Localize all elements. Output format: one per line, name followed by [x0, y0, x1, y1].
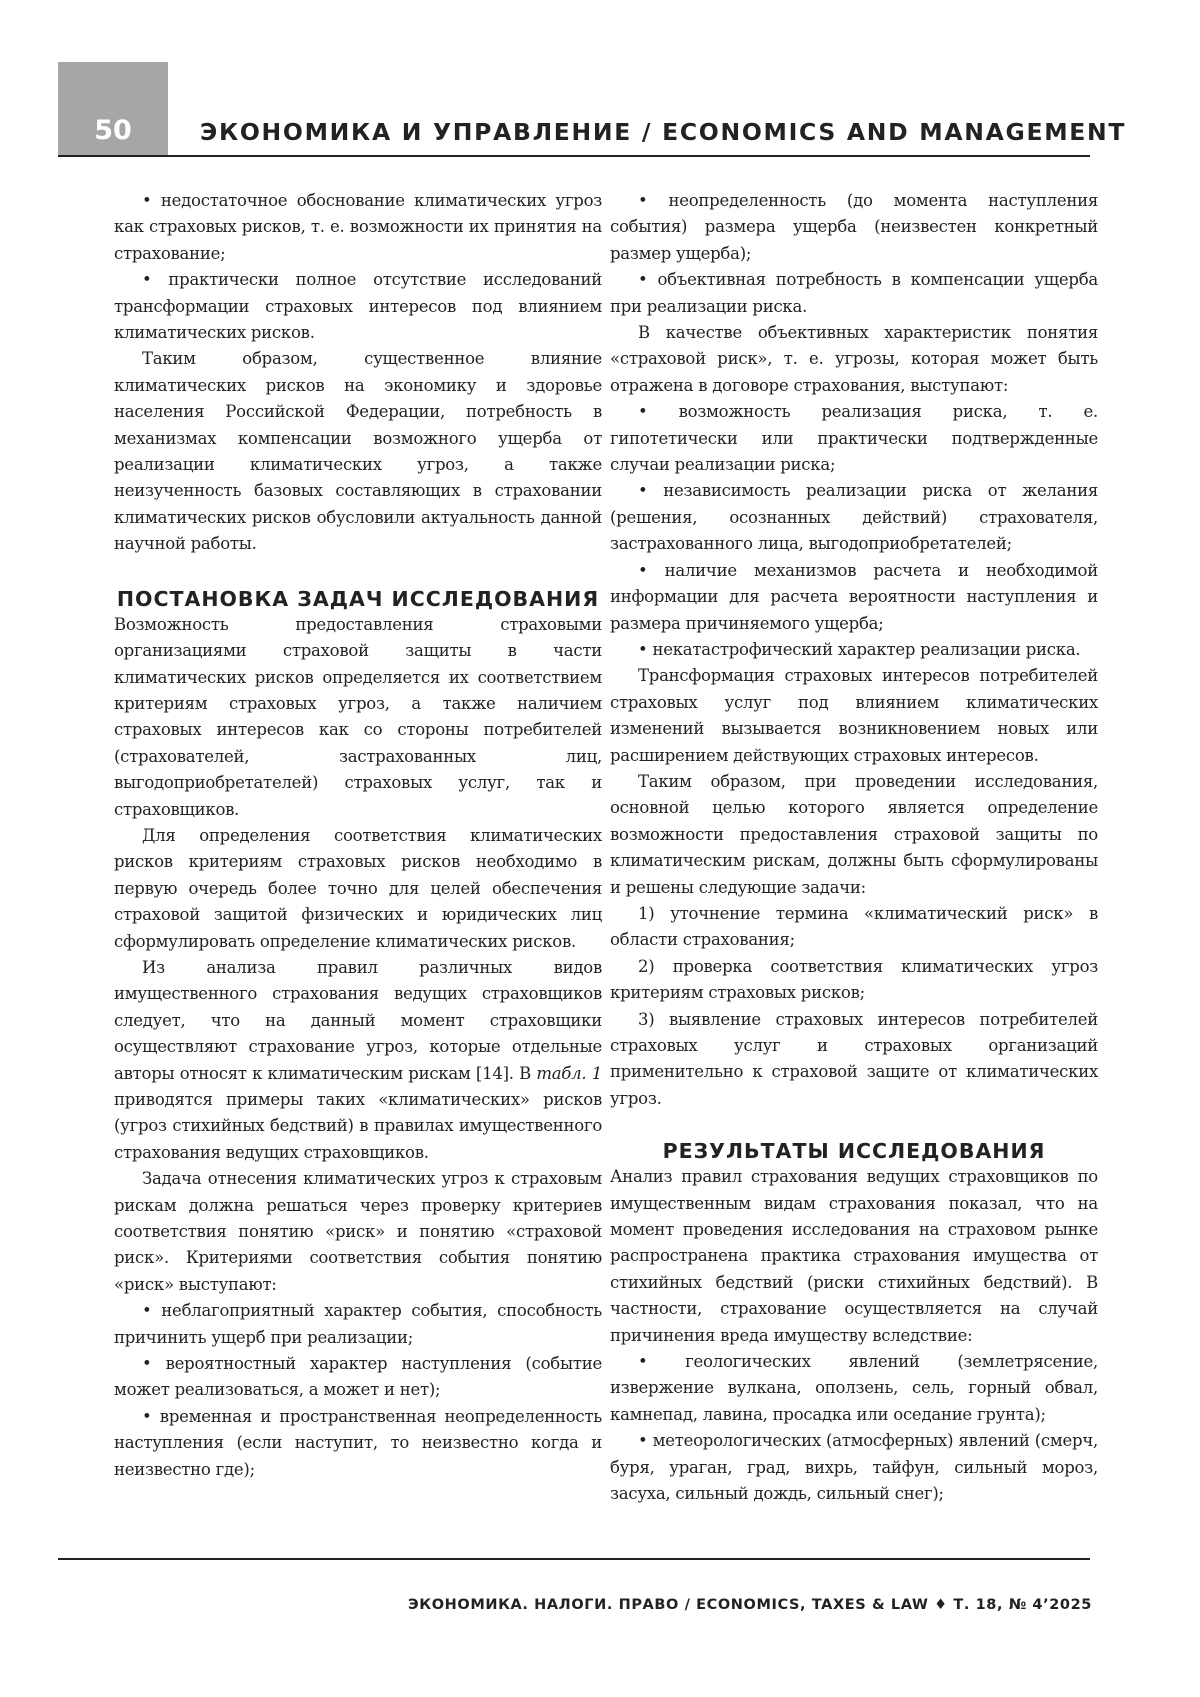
- bullet-item: • временная и пространственная неопределенность наступления (если наступит, то неизвестно когда и неизвестно где);: [114, 1406, 602, 1479]
- paragraph: [114, 955, 602, 1166]
- numbered-item: 2) проверка соответствия климатических угроз критериям страховых рисков;: [610, 956, 1098, 1003]
- right-column: [610, 188, 1098, 1508]
- bullet-item: • неблагоприятный характер события, способность причинить ущерб при реализации;: [114, 1301, 602, 1347]
- bullet-item: • объективная потребность в компенсации ущерба при реализации риска.: [610, 270, 1098, 316]
- bullet-item: • возможность реализация риска, т. е. гипотетически или практически подтвержденные случаи реализации риска;: [610, 402, 1098, 475]
- numbered-item: 3) выявление страховых интересов потребителей страховых услуг и страховых организаций применительно к страховой защите от климатических угроз.: [610, 1009, 1098, 1108]
- bullet-item: • практически полное отсутствие исследований трансформации страховых интересов под влиянием климатических рисков.: [114, 270, 602, 343]
- paragraph: Таким образом, при проведении исследования, основной целью которого является определение возможности предоставления страховой защиты по климатическим рискам, должны быть сформулированы и решены следующие задачи:: [610, 771, 1098, 897]
- paragraph-text: приводятся примеры таких «климатических» рисков (угроз стихийных бедствий) в правилах имущественного страхования ведущих страховщиков.: [114, 1090, 602, 1162]
- header-divider: [58, 155, 1090, 157]
- numbered-item: 1) уточнение термина «климатический риск» в области страхования;: [610, 903, 1098, 950]
- bullet-item: • независимость реализации риска от желания (решения, осознанных действий) страхователя, застрахованного лица, выгодоприобретателей;: [610, 481, 1098, 554]
- paragraph: Для определения соответствия климатических рисков критериям страховых рисков необходимо в первую очередь более точно для целей обеспечения страховой защитой физических и юридических лиц сформулировать определение климатических рисков.: [114, 825, 602, 951]
- bullet-item: • недостаточное обоснование климатических угроз как страховых рисков, т. е. возможности их принятия на страхование;: [114, 191, 602, 263]
- footer-divider: [58, 1558, 1090, 1560]
- table-reference: табл. 1: [536, 1063, 602, 1083]
- left-column: [114, 188, 602, 1483]
- paragraph: Анализ правил страхования ведущих страховщиков по имущественным видам страхования показал, что на момент проведения исследования на страховом рынке распространена практика страхования имущества от стихийных бедствий (риски стихийных бедствий). В частности, страхование осуществляется на случай причинения вреда имуществу вследствие:: [610, 1167, 1098, 1345]
- paragraph: В качестве объективных характеристик понятия «страховой риск», т. е. угрозы, которая может быть отражена в договоре страхования, выступают:: [610, 323, 1098, 395]
- section-heading-results: РЕЗУЛЬТАТЫ ИССЛЕДОВАНИЯ: [662, 1139, 1046, 1164]
- bullet-item: • наличие механизмов расчета и необходимой информации для расчета вероятности наступления и размера причиняемого ущерба;: [610, 560, 1098, 633]
- bullet-item: • вероятностный характер наступления (событие может реализоваться, а может и нет);: [114, 1354, 602, 1400]
- page-number: 50: [94, 115, 132, 146]
- bullet-item: • геологических явлений (землетрясение, извержение вулкана, оползень, сель, горный обвал, камнепад, лавина, просадка или оседание грунта);: [610, 1352, 1098, 1424]
- journal-section-title: ЭКОНОМИКА И УПРАВЛЕНИЕ / ECONOMICS AND MANAGEMENT: [200, 118, 1127, 146]
- section-heading-tasks: ПОСТАНОВКА ЗАДАЧ ИССЛЕДОВАНИЯ: [116, 586, 600, 611]
- bullet-item: • некатастрофический характер реализации риска.: [638, 639, 1081, 659]
- paragraph: Возможность предоставления страховыми организациями страховой защиты в части климатических рисков определяется их соответствием критериям страховых угроз, а также наличием страховых интересов как со стороны потребителей (страхователей, застрахованных лиц, выгодоприобретателей) страховых услуг, так и страховщиков.: [114, 614, 602, 819]
- paragraph: Задача отнесения климатических угроз к страховым рискам должна решаться через проверку критериев соответствия понятию «риск» и понятию «страховой риск». Критериями соответствия события понятию «риск» выступают:: [114, 1169, 602, 1294]
- journal-footer: ЭКОНОМИКА. НАЛОГИ. ПРАВО / ECONOMICS, TAXES & LAW ♦ Т. 18, № 4’2025: [408, 1597, 1092, 1613]
- bullet-item: • метеорологических (атмосферных) явлений (смерч, буря, ураган, град, вихрь, тайфун, сильный мороз, засуха, сильный дождь, сильный снег);: [610, 1431, 1098, 1504]
- bullet-item: • неопределенность (до момента наступления события) размера ущерба (неизвестен конкретный размер ущерба);: [610, 191, 1098, 263]
- paragraph-text: Из анализа правил различных видов имущественного страхования ведущих страховщиков следует, что на данный момент страховщики осуществляют страхование угроз, которые отдельные авторы относят к климатическим рискам [14]. В: [114, 957, 602, 1083]
- paragraph: Таким образом, существенное влияние климатических рисков на экономику и здоровье населения Российской Федерации, потребность в механизмах компенсации возможного ущерба от реализации климатических угроз, а также неизученность базовых составляющих в страховании климатических рисков обусловили актуальность данной научной работы.: [114, 349, 602, 554]
- paragraph: Трансформация страховых интересов потребителей страховых услуг под влиянием климатических изменений вызывается возникновением новых или расширением действующих страховых интересов.: [610, 666, 1098, 765]
